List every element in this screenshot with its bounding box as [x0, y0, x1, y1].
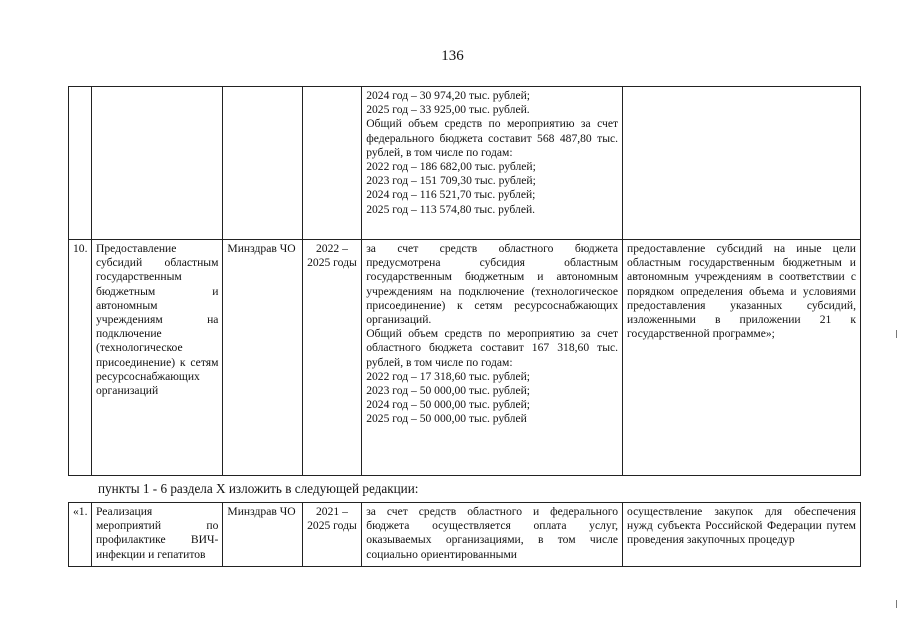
cell-number: 10.: [69, 240, 92, 476]
cell-name: Предоставление субсидий областным государственным бюджетным и автономным учреждениям на подключение (технологическое присоединение) к сетям ресурсоснабжающих организаций: [91, 240, 222, 476]
cell-funding: [362, 87, 623, 240]
funding-line: 2023 год – 151 709,30 тыс. рублей;: [366, 174, 536, 188]
table-row-10: [69, 240, 861, 476]
funding-line: 2025 год – 113 574,80 тыс. рублей.: [366, 202, 536, 216]
cell-executor: Минздрав ЧО: [223, 503, 302, 567]
funding-line: 2024 год – 50 000,00 тыс. рублей;: [366, 398, 531, 412]
cell-funding: за счет средств областного и федерального бюджета осуществляется оплата услуг, оказываемых организациями, в том числе социально ориентированными: [362, 503, 623, 567]
funding-line: 2024 год – 30 974,20 тыс. рублей;: [366, 89, 531, 102]
funding-line: 2025 год – 50 000,00 тыс. рублей: [366, 412, 527, 426]
cell-name: Реализация мероприятий по профилактике ВИЧ-инфекции и гепатитов: [91, 503, 222, 567]
scan-mark: [896, 330, 897, 338]
funding-intro: за счет средств областного бюджета предусмотрена субсидия областным государственным бюджетным и автономным учреждениям на подключение (технологическое присоединение) к сетям ресурсоснабжающих организаций.: [366, 242, 619, 327]
table-row-continued: [69, 87, 861, 240]
funding-line: 2023 год – 50 000,00 тыс. рублей;: [366, 384, 531, 398]
cell-result: осуществление закупок для обеспечения нужд субъекта Российской Федерации путем проведения закупочных процедур: [623, 503, 861, 567]
cell-period: 2021 – 2025 годы: [302, 503, 361, 567]
cell-executor: Минздрав ЧО: [223, 240, 302, 476]
scan-mark: [896, 600, 897, 608]
funding-line: 2024 год – 116 521,70 тыс. рублей;: [366, 188, 536, 202]
cell-funding: [362, 240, 623, 476]
cell-number: «1.: [69, 503, 92, 567]
program-table-bottom: [68, 502, 861, 567]
funding-total: Общий объем средств по мероприятию за счет федерального бюджета составит 568 487,80 тыс. рублей, в том числе по годам:: [366, 117, 619, 159]
cell-result: [623, 87, 861, 240]
cell-period: 2022 – 2025 годы: [302, 240, 361, 476]
program-table-top: [68, 86, 861, 476]
funding-line: 2022 год – 17 318,60 тыс. рублей;: [366, 369, 531, 383]
cell-result: предоставление субсидий на иные цели областным государственным бюджетным и автономным учреждениям в соответствии с порядком определения объема и условиями предоставления указанных субсидий, изложенными в приложении 21 к государственной программе»;: [623, 240, 861, 476]
section-heading: пункты 1 - 6 раздела X изложить в следующей редакции:: [98, 481, 419, 496]
cell-name: [91, 87, 222, 240]
cell-number: [69, 87, 92, 240]
cell-period: [302, 87, 361, 240]
page-number: 136: [441, 48, 464, 64]
table-row-1: [69, 503, 861, 567]
cell-executor: [223, 87, 302, 240]
funding-line: 2022 год – 186 682,00 тыс. рублей;: [366, 160, 536, 174]
funding-total: Общий объем средств по мероприятию за счет областного бюджета составит 167 318,60 тыс. рублей, в том числе по годам:: [366, 327, 619, 369]
funding-line: 2025 год – 33 925,00 тыс. рублей.: [366, 103, 530, 117]
